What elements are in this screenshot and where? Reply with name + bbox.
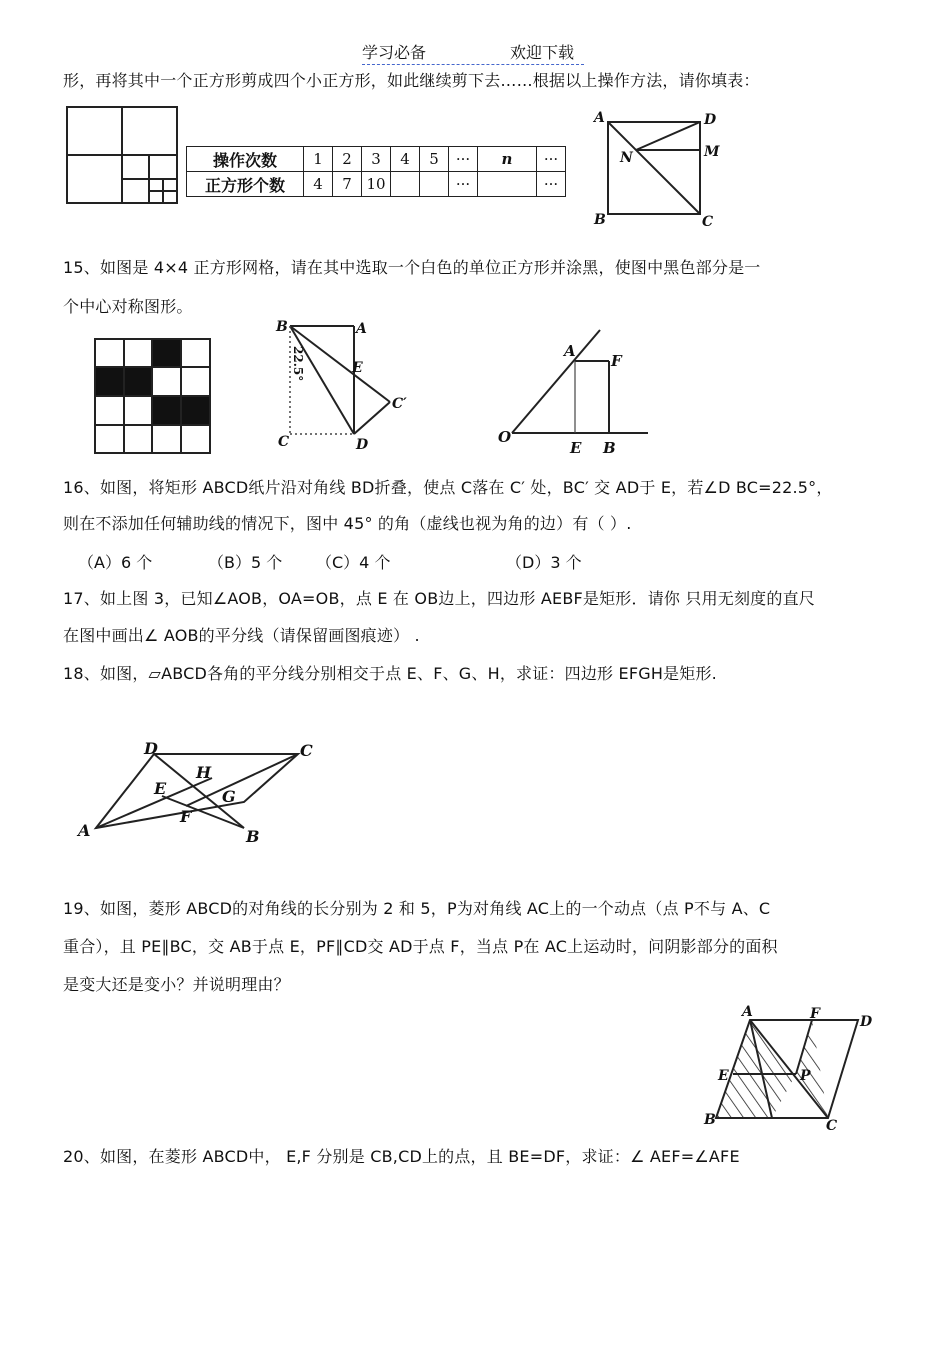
label-c: C bbox=[278, 434, 290, 450]
label-b: B bbox=[594, 212, 606, 228]
option-c: （C）4 个 bbox=[316, 553, 391, 572]
header-right: 欢迎下载 bbox=[510, 43, 575, 62]
table-cell: ··· bbox=[449, 147, 478, 172]
table-cell: 10 bbox=[362, 172, 391, 197]
q14-text: 形，再将其中一个正方形剪成四个小正方形，如此继续剪下去……根据以上操作方法，请你填表： bbox=[63, 71, 760, 90]
label-d: D bbox=[144, 739, 158, 758]
table-row bbox=[187, 147, 566, 172]
table-cell: 5 bbox=[420, 147, 449, 172]
q18-line1: 18、如图，▱ABCD各角的平分线分别相交于点 E、F、G、H，求证：四边形 EFGH是矩形. bbox=[63, 664, 717, 683]
table-cell: n bbox=[478, 147, 537, 172]
label-f: F bbox=[810, 1006, 820, 1022]
label-e: E bbox=[718, 1068, 729, 1084]
table-cell: 操作次数 bbox=[187, 147, 304, 172]
label-h: H bbox=[196, 763, 212, 782]
table-cell: 正方形个数 bbox=[187, 172, 304, 197]
label-a: A bbox=[564, 342, 576, 360]
folded-rectangle-figure bbox=[274, 318, 414, 458]
label-b: B bbox=[246, 827, 260, 846]
table-cell: 7 bbox=[333, 172, 362, 197]
table-cell: ··· bbox=[537, 147, 566, 172]
option-d: （D）3 个 bbox=[506, 553, 582, 572]
option-a: （A）6 个 bbox=[78, 553, 153, 572]
square-abcd-figure bbox=[592, 108, 722, 228]
q15-line2: 个中心对称图形。 bbox=[63, 297, 193, 316]
table-cell: 1 bbox=[304, 147, 333, 172]
label-c: C bbox=[826, 1118, 838, 1134]
label-m: M bbox=[704, 144, 720, 160]
option-b: （B）5 个 bbox=[208, 553, 283, 572]
header-divider bbox=[362, 64, 584, 65]
label-d: D bbox=[356, 437, 369, 453]
label-f: F bbox=[180, 807, 192, 826]
table-cell bbox=[478, 172, 537, 197]
label-e: E bbox=[570, 439, 582, 457]
q16-line2: 则在不添加任何辅助线的情况下，图中 45° 的角（虚线也视为角的边）有（ ）. bbox=[63, 514, 632, 533]
label-a: A bbox=[356, 321, 367, 337]
grid-4x4-figure bbox=[94, 338, 212, 454]
table-cell: 2 bbox=[333, 147, 362, 172]
label-a: A bbox=[594, 110, 605, 126]
cut-squares-figure bbox=[66, 106, 178, 204]
label-b: B bbox=[276, 319, 288, 335]
table-cell: 4 bbox=[304, 172, 333, 197]
table-row bbox=[187, 172, 566, 197]
q17-line1: 17、如上图 3，已知∠AOB，OA=OB，点 E 在 OB边上，四边形 AEBF是矩形．请你 只用无刻度的直尺 bbox=[63, 589, 815, 608]
q19-line2: 重合），且 PE∥BC，交 AB于点 E，PF∥CD交 AD于点 F，当点 P在 AC上运动时，问阴影部分的面积 bbox=[63, 937, 778, 956]
fill-in-table bbox=[186, 146, 566, 197]
label-e: E bbox=[352, 360, 363, 376]
label-o: O bbox=[498, 428, 512, 446]
table-cell: ··· bbox=[537, 172, 566, 197]
label-c: C bbox=[702, 214, 714, 230]
angle-aob-figure bbox=[498, 326, 654, 458]
label-c-prime: C′ bbox=[392, 396, 407, 412]
label-g: G bbox=[222, 787, 236, 806]
table-cell: ··· bbox=[449, 172, 478, 197]
label-f: F bbox=[611, 352, 622, 370]
header-left: 学习必备 bbox=[362, 43, 427, 62]
angle-label: 22.5° bbox=[291, 346, 305, 382]
label-d: D bbox=[860, 1014, 873, 1030]
label-c: C bbox=[300, 741, 313, 760]
label-a: A bbox=[78, 821, 91, 840]
label-b: B bbox=[704, 1112, 716, 1128]
q19-line1: 19、如图，菱形 ABCD的对角线的长分别为 2 和 5，P为对角线 AC上的一个动点（点 P不与 A、C bbox=[63, 899, 771, 918]
rhombus-figure bbox=[700, 1004, 880, 1134]
q20-line1: 20、如图，在菱形 ABCD中， E,F 分别是 CB,CD上的点，且 BE=DF，求证：∠ AEF=∠AFE bbox=[63, 1147, 740, 1166]
q15-line1: 15、如图是 4×4 正方形网格，请在其中选取一个白色的单位正方形并涂黑，使图中黑色部分是一 bbox=[63, 258, 761, 277]
q17-line2: 在图中画出∠ AOB的平分线（请保留画图痕迹） . bbox=[63, 626, 420, 645]
q19-line3: 是变大还是变小？并说明理由？ bbox=[63, 975, 290, 994]
parallelogram-figure bbox=[78, 736, 318, 846]
table-cell: 3 bbox=[362, 147, 391, 172]
label-a: A bbox=[742, 1004, 753, 1020]
label-p: P bbox=[800, 1068, 811, 1084]
table-cell bbox=[391, 172, 420, 197]
table-cell bbox=[420, 172, 449, 197]
label-d: D bbox=[704, 112, 717, 128]
label-e: E bbox=[154, 779, 167, 798]
label-n: N bbox=[620, 150, 633, 166]
table-cell: 4 bbox=[391, 147, 420, 172]
q16-line1: 16、如图，将矩形 ABCD纸片沿对角线 BD折叠，使点 C落在 C′ 处，BC′ 交 AD于 E，若∠D BC=22.5°， bbox=[63, 478, 833, 497]
label-b: B bbox=[603, 439, 616, 457]
